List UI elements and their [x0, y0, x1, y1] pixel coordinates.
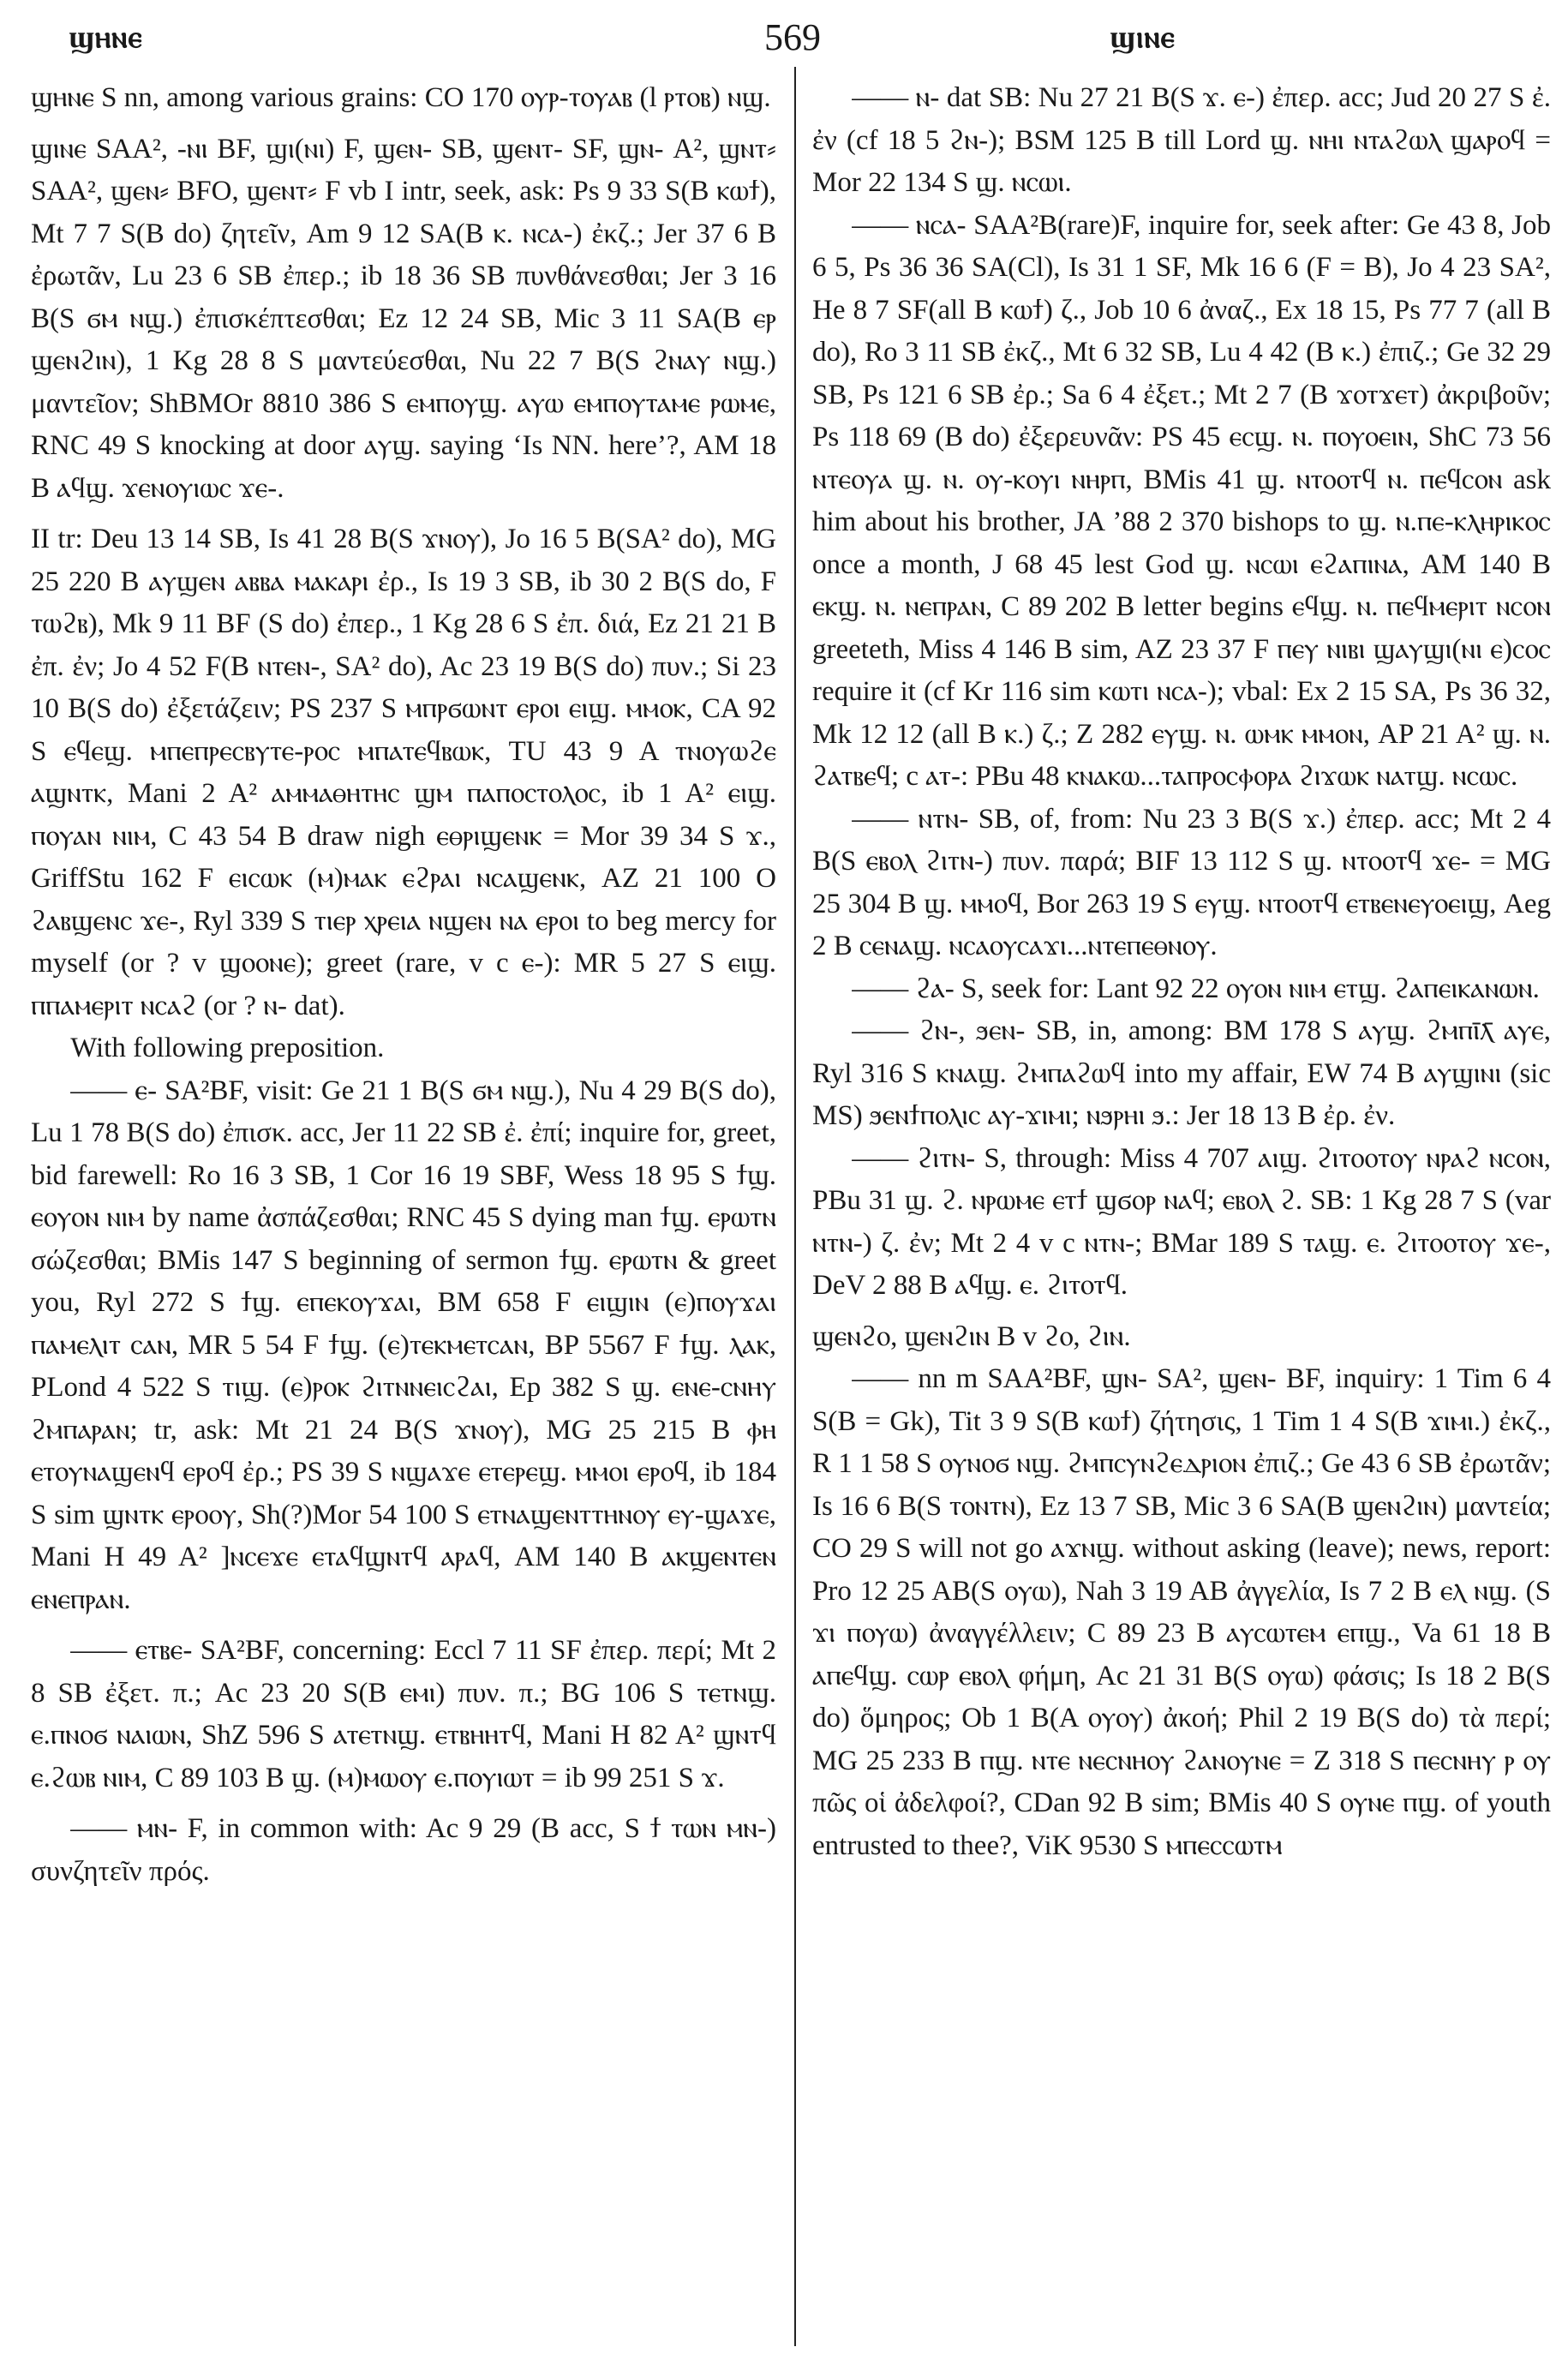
running-head: [0, 10, 1568, 62]
entry-shine-ha: —— ϩⲁ- S, seek for: Lant 92 22 ⲟⲩⲟⲛ ⲛⲓⲙ ⲉⲧϣ. ϩⲁⲡⲉⲓⲕⲁⲛⲱⲛ.: [852, 973, 1540, 1004]
entry-shine-tr: II tr: Deu 13 14 SB, Is 41 28 B(S ϫⲛⲟⲩ), Jo 16 5 B(SA² do), MG 25 220 B ⲁⲩϣⲉⲛ ⲁⲃⲃⲁ ⲙⲁⲕⲁⲣⲓ ἐρ., Is 19 3 SB, ib 30 2 B(S do, F ⲧⲱϩⲃ), Mk 9 11 BF (S do) ἐπερ., 1 Kg 28 6 S ἐπ. διά, Ez 21 21 B ἐπ. ἐν; Jo 4 52 F(B ⲛⲧⲉⲛ-, SA² do), Ac 23 19 B(S do) πυν.; Si 23 10 B(S do) ἐξετάζειν; PS 237 S ⲙⲡⲣϭⲱⲛⲧ ⲉⲣⲟⲓ ⲉⲓϣ. ⲙⲙⲟⲕ, CA 92 S ⲉϥⲉϣ. ⲙⲡⲉⲡⲣⲉⲥⲃⲩⲧⲉ-ⲣⲟⲥ ⲙⲡⲁⲧⲉϥⲃⲱⲕ, TU 43 9 A ⲧⲛⲟⲩⲱϩⲉ ⲁϣⲛⲧⲕ, Mani 2 A² ⲁⲙⲙⲁⲑⲏⲧⲏⲥ ϣⲙ ⲡⲁⲡⲟⲥⲧⲟⲗⲟⲥ, ib 1 A² ⲉⲓϣ. ⲡⲟⲩⲁⲛ ⲛⲓⲙ, C 43 54 B draw nigh ⲉⲑⲣⲓϣⲉⲛⲕ = Mor 39 34 S ϫ., GriffStu 162 F ⲉⲓⲥⲱⲕ (ⲙ)ⲙⲁⲕ ⲉϩⲣⲁⲓ ⲛⲥⲁϣⲉⲛⲕ, AZ 21 100 O ϩⲁⲃϣⲉⲛⲥ ϫⲉ-, Ryl 339 S ⲧⲓⲉⲣ ⲭⲣⲉⲓⲁ ⲛϣⲉⲛ ⲛⲁ ⲉⲣⲟⲓ to beg mercy for myself (or ? v ϣⲟⲟⲛⲉ); greet (rare, v c ⲉ-): MR 5 27 S ⲉⲓϣ. ⲡⲡⲁⲙⲉⲣⲓⲧ ⲛⲥⲁϩ (or ? ⲛ- dat).: [31, 524, 776, 1021]
column-divider: [794, 67, 796, 2346]
entry-shine-e: —— ⲉ- SA²BF, visit: Ge 21 1 B(S ϭⲙ ⲛϣ.), Nu 4 29 B(S do), Lu 1 78 B(S do) ἐπισκ. acc, Jer 11 22 SB ἐ. ἐπί; inquire for, greet, bid farewell: Ro 16 3 SB, 1 Cor 16 19 SBF, Wess 18 95 S ϯϣ. ⲉⲟⲩⲟⲛ ⲛⲓⲙ by name ἀσπάζεσθαι; RNC 45 S dying man ϯϣ. ⲉⲣⲱⲧⲛ σώζεσθαι; BMis 147 S beginning of sermon ϯϣ. ⲉⲣⲱⲧⲛ & greet you, Ryl 272 S ϯϣ. ⲉⲡⲉⲕⲟⲩϫⲁⲓ, BM 658 F ⲉⲓϣⲓⲛ (ⲉ)ⲡⲟⲩϫⲁⲓ ⲡⲁⲙⲉⲗⲓⲧ ⲥⲁⲛ, MR 5 54 F ϯϣ. (ⲉ)ⲧⲉⲕⲙⲉⲧⲥⲁⲛ, BP 5567 F ϯϣ. ⲗⲁⲕ, PLond 4 522 S ⲧⲓϣ. (ⲉ)ⲣⲟⲕ ϩⲓⲧⲛⲛⲉⲓⲥϩⲁⲓ, Ep 382 S ϣ. ⲉⲛⲉ-ⲥⲛⲏⲩ ϩⲙⲡⲁⲣⲁⲛ; tr, ask: Mt 21 24 B(S ϫⲛⲟⲩ), MG 25 215 B ⲫⲏ ⲉⲧⲟⲩⲛⲁϣⲉⲛϥ ⲉⲣⲟϥ ἐρ.; PS 39 S ⲛϣⲁϫⲉ ⲉⲧⲉⲣⲉϣ. ⲙⲙⲟⲓ ⲉⲣⲟϥ, ib 184 S sim ϣⲛⲧⲕ ⲉⲣⲟⲟⲩ, Sh(?)Mor 54 100 S ⲉⲧⲛⲁϣⲉⲛⲧⲧⲏⲛⲟⲩ ⲉⲩ-ϣⲁϫⲉ, Mani H 49 A² ]ⲛⲥⲉϫⲉ ⲉⲧⲁϥϣⲛⲧϥ ⲁⲣⲁϥ, AM 140 B ⲁⲕϣⲉⲛⲧⲉⲛ ⲉⲛⲉⲡⲣⲁⲛ.: [31, 1075, 776, 1615]
entry-shine-mn: —— ⲙⲛ- F, in common with: Ac 9 29 (B acc, S ϯ ⲧⲱⲛ ⲙⲛ-) συνζητεῖν πρός.: [31, 1813, 776, 1887]
entry-shine-hn: —— ϩⲛ-, ϧⲉⲛ- SB, in, among: BM 178 S ⲁⲩϣ. ϩⲙⲡⲓ̄ⲗ̄ ⲁⲩⲉ, Ryl 316 S ⲕⲛⲁϣ. ϩⲙⲡⲁϩⲱϥ into my affair, EW 74 B ⲁⲩϣⲓⲛⲓ (sic MS) ϧⲉⲛϯⲡⲟⲗⲓⲥ ⲁⲩ-ϫⲓⲙⲓ; ⲛϧⲣⲏⲓ ϧ.: Jer 18 13 B ἐρ. ἐν.: [812, 1015, 1551, 1131]
entry-shine-etbe: —— ⲉⲧⲃⲉ- SA²BF, concerning: Eccl 7 11 SF ἐπερ. περί; Mt 2 8 SB ἐξετ. π.; Ac 23 20 S(B ⲉⲙⲓ) πυν. π.; BG 106 S ⲧⲉⲧⲛϣ. ⲉ.ⲡⲛⲟϭ ⲛⲁⲓⲱⲛ, ShZ 596 S ⲁⲧⲉⲧⲛϣ. ⲉⲧⲃⲏⲏⲧϥ, Mani H 82 A² ϣⲛⲧϥ ⲉ.ϩⲱⲃ ⲛⲓⲙ, C 89 103 B ϣ. (ⲙ)ⲙⲱⲟⲩ ⲉ.ⲡⲟⲩⲓⲱⲧ = ib 99 251 S ϫ.: [31, 1635, 776, 1793]
header-right-headword: ϣⲓⲛⲉ: [1110, 19, 1176, 55]
header-left-headword: ϣⲏⲛⲉ: [69, 19, 143, 55]
entry-shine-intr: ϣⲓⲛⲉ SAA², -ⲛⲓ BF, ϣⲓ(ⲛⲓ) F, ϣⲉⲛ- SB, ϣⲉⲛⲧ- SF, ϣⲛ- A², ϣⲛⲧ⸗ SAA², ϣⲉⲛ⸗ BFO, ϣⲉⲛⲧ⸗ F vb I intr, seek, ask: Ps 9 33 S(B ⲕⲱϯ), Mt 7 7 S(B do) ζητεῖν, Am 9 12 SA(B ⲕ. ⲛⲥⲁ-) ἐκζ.; Jer 37 6 B ἐρωτᾶν, Lu 23 6 SB ἐπερ.; ib 18 36 SB πυνθάνεσθαι; Jer 3 16 B(S ϭⲙ ⲛϣ.) ἐπισκέπτεσθαι; Ez 12 24 SB, Mic 3 11 SA(B ⲉⲣ ϣⲉⲛϩⲓⲛ), 1 Kg 28 8 S μαντεύεσθαι, Nu 22 7 B(S ϩⲛⲁⲩ ⲛϣ.) μαντεῖον; ShBMOr 8810 386 S ⲉⲙⲡⲟⲩϣ. ⲁⲩⲱ ⲉⲙⲡⲟⲩⲧⲁⲙⲉ ⲣⲱⲙⲉ, RNC 49 S knocking at door ⲁⲩϣ. saying ‘Is NN. here’?, AM 18 B ⲁϥϣ. ϫⲉⲛⲟⲩⲓⲱⲥ ϫⲉ-.: [31, 133, 776, 504]
entry-shine-ntn: —— ⲛⲧⲛ- SB, of, from: Nu 23 3 B(S ϫ.) ἐπερ. acc; Mt 2 4 B(S ⲉⲃⲟⲗ ϩⲓⲧⲛ-) πυν. παρά; BIF 13 112 S ϣ. ⲛⲧⲟⲟⲧϥ ϫⲉ- = MG 25 304 B ϣ. ⲙⲙⲟϥ, Bor 263 19 S ⲉⲩϣ. ⲛⲧⲟⲟⲧϥ ⲉⲧⲃⲉⲛⲉⲩⲟⲉⲓϣ, Aeg 2 B ⲥⲉⲛⲁϣ. ⲛⲥⲁⲟⲩⲥⲁϫⲓ...ⲛⲧⲉⲡⲉⲑⲛⲟⲩ.: [812, 803, 1551, 961]
entry-shine-noun: —— nn m SAA²BF, ϣⲛ- SA², ϣⲉⲛ- BF, inquiry: 1 Tim 6 4 S(B = Gk), Tit 3 9 S(B ⲕⲱϯ) ζήτησις, 1 Tim 1 4 S(B ϫⲓⲙⲓ.) ἐκζ., R 1 1 58 S ⲟⲩⲛⲟϭ ⲛϣ. ϩⲙⲡⲥⲩⲛϩⲉⲇⲣⲓⲟⲛ ἐπιζ.; Ge 43 6 SB ἐρωτᾶν; Is 16 6 B(S ⲧⲟⲛⲧⲛ), Ez 13 7 SB, Mic 3 6 SA(B ϣⲉⲛϩⲓⲛ) μαντεία; CO 29 S will not go ⲁϫⲛϣ. without asking (leave); news, report: Pro 12 25 AB(S ⲟⲩⲱ), Nah 3 19 AB ἀγγελία, Is 7 2 B ⲉⲗ ⲛϣ. (S ϫⲓ ⲡⲟⲩⲱ) ἀναγγέλλειν; C 89 23 B ⲁⲩⲥⲱⲧⲉⲙ ⲉⲡϣ., Va 61 18 B ⲁⲡⲉϥϣ. ⲥⲱⲣ ⲉⲃⲟⲗ φήμη, Ac 21 31 B(S ⲟⲩⲱ) φάσις; Is 18 2 B(S do) ὅμηρος; Ob 1 B(A ⲟⲩⲟⲩ) ἀκοή; Phil 2 19 B(S do) τὰ περί; MG 25 233 B ⲡϣ. ⲛⲧⲉ ⲛⲉⲥⲛⲏⲟⲩ ϩⲁⲛⲟⲩⲛⲉ = Z 318 S ⲡⲉⲥⲛⲏⲩ ⲣ ⲟⲩ πῶς οἱ ἀδελφοί?, CDan 92 B sim; BMis 40 S ⲟⲩⲛⲉ ⲡϣ. of youth entrusted to thee?, ViK 9530 S ⲙⲡⲉⲥⲥⲱⲧⲙ: [812, 1363, 1551, 1861]
entry-shene: ϣⲏⲛⲉ S nn, among various grains: CO 170 ⲟⲩⲣ-ⲧⲟⲩⲁⲃ (l ⲣⲧⲟⲃ) ⲛϣ.: [31, 82, 771, 113]
entry-preposition-heading: With following preposition.: [70, 1033, 385, 1063]
entry-shine-nsa: —— ⲛⲥⲁ- SAA²B(rare)F, inquire for, seek after: Ge 43 8, Job 6 5, Ps 36 36 SA(Cl), Is 31 1 SF, Mk 16 6 (F = B), Jo 4 23 SA², He 8 7 SF(all B ⲕⲱϯ) ζ., Job 10 6 ἀναζ., Ex 18 15, Ps 77 7 (all B do), Ro 3 11 SB ἐκζ., Mt 6 32 SB, Lu 4 42 (B ⲕ.) ἐπιζ.; Ge 32 29 SB, Ps 121 6 SB ἐρ.; Sa 6 4 ἐξετ.; Mt 2 7 (B ϫⲟⲧϫⲉⲧ) ἀκριβοῦν; Ps 118 69 (B do) ἐξερευνᾶν: PS 45 ⲉⲥϣ. ⲛ. ⲡⲟⲩⲟⲉⲓⲛ, ShC 73 56 ⲛⲧⲉⲟⲩⲁ ϣ. ⲛ. ⲟⲩ-ⲕⲟⲩⲓ ⲛⲏⲣⲡ, BMis 41 ϣ. ⲛⲧⲟⲟⲧϥ ⲛ. ⲡⲉϥⲥⲟⲛ ask him about his brother, JA ’88 2 370 bishops to ϣ. ⲛ.ⲡⲉ-ⲕⲗⲏⲣⲓⲕⲟⲥ once a month, J 68 45 lest God ϣ. ⲛⲥⲱⲓ ⲉϩⲁⲡⲓⲛⲁ, AM 140 B ⲉⲕϣ. ⲛ. ⲛⲉⲡⲣⲁⲛ, C 89 202 B letter begins ⲉϥϣ. ⲛ. ⲡⲉϥⲙⲉⲣⲓⲧ ⲛⲥⲟⲛ greeteth, Miss 4 146 B sim, AZ 23 37 F ⲡⲉⲩ ⲛⲓⲃⲓ ϣⲁⲩϣⲓ(ⲛⲓ ⲉ)ⲥⲟⲥ require it (cf Kr 116 sim ⲕⲱⲧⲓ ⲛⲥⲁ-); vbal: Ex 2 15 SA, Ps 36 32, Mk 12 12 (all B ⲕ.) ζ.; Z 282 ⲉⲩϣ. ⲛ. ⲱⲙⲕ ⲙⲙⲟⲛ, AP 21 A² ϣ. ⲛ. ϩⲁⲧⲃⲉϥ; c ⲁⲧ-: PBu 48 ⲕⲛⲁⲕⲱ...ⲧⲁⲡⲣⲟⲥⲫⲟⲣⲁ ϩⲓϫⲱⲕ ⲛⲁⲧϣ. ⲛⲥⲱⲥ.: [812, 209, 1551, 792]
page-number: 569: [764, 16, 821, 58]
left-column: [31, 77, 776, 2356]
right-column: [812, 77, 1551, 2356]
entry-shine-hitn: —— ϩⲓⲧⲛ- S, through: Miss 4 707 ⲁⲓϣ. ϩⲓⲧⲟⲟⲧⲟⲩ ⲛⲣⲁϩ ⲛⲥⲟⲛ, PBu 31 ϣ. ϩ. ⲛⲣⲱⲙⲉ ⲉⲧϯ ϣϭⲟⲣ ⲛⲁϥ; ⲉⲃⲟⲗ ϩ. SB: 1 Kg 28 7 S (var ⲛⲧⲛ-) ζ. ἐν; Mt 2 4 v c ⲛⲧⲛ-; BMar 189 S ⲧⲁϣ. ⲉ. ϩⲓⲧⲟⲟⲧⲟⲩ ϫⲉ-, DeV 2 88 B ⲁϥϣ. ⲉ. ϩⲓⲧⲟⲧϥ.: [812, 1142, 1551, 1301]
entry-shenho: ϣⲉⲛϩⲟ, ϣⲉⲛϩⲓⲛ B v ϩⲟ, ϩⲓⲛ.: [812, 1320, 1131, 1352]
entry-shine-n-dat: —— ⲛ- dat SB: Nu 27 21 B(S ϫ. ⲉ-) ἐπερ. acc; Jud 20 27 S ἐ. ἐν (cf 18 5 ϩⲛ-); BSM 125 B till Lord ϣ. ⲛⲏⲓ ⲛⲧⲁϩⲱⲗ ϣⲁⲣⲟϥ = Mor 22 134 S ϣ. ⲛⲥⲱⲓ.: [812, 82, 1551, 198]
